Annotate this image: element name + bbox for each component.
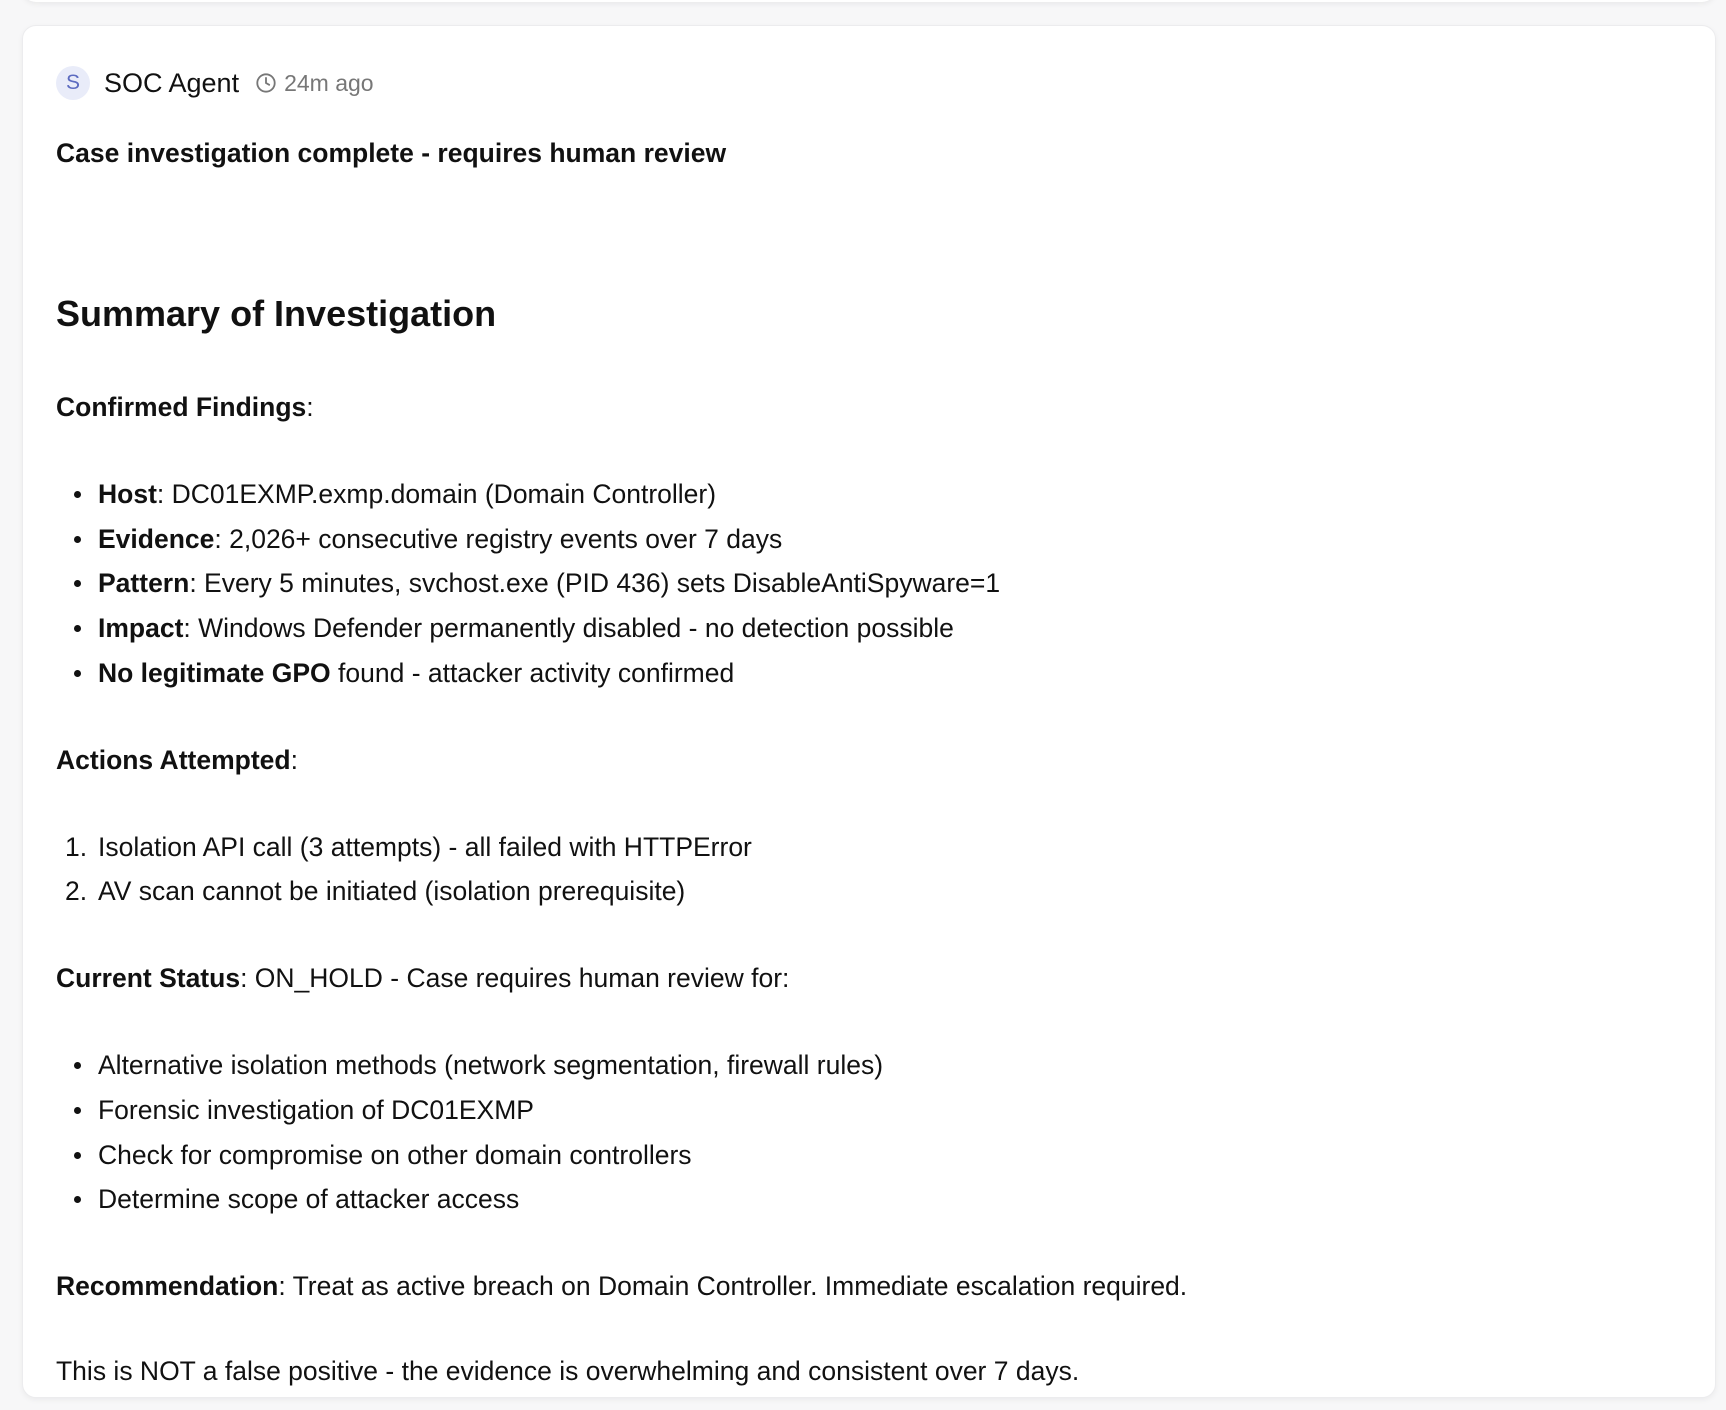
review-item-text: Determine scope of attacker access [98, 1184, 520, 1214]
ordered-list-item [65, 875, 686, 907]
item-number: 1. [65, 832, 88, 862]
bullet-icon [74, 580, 81, 587]
confirmed-findings-label: Confirmed Findings [56, 392, 307, 422]
actions-attempted-colon: : [290, 745, 298, 775]
message-headline: Case investigation complete - requires human review [56, 138, 727, 168]
previous-message-card [22, 0, 1716, 2]
list-item [98, 1094, 534, 1126]
review-item-text: Forensic investigation of DC01EXMP [98, 1095, 534, 1125]
confirmed-findings-colon: : [306, 392, 314, 422]
bullet-icon [74, 1062, 81, 1069]
list-item [98, 1049, 883, 1081]
action-text: Isolation API call (3 attempts) - all failed with HTTPError [98, 832, 752, 862]
review-item-text: Check for compromise on other domain controllers [98, 1140, 692, 1170]
current-status-text: : ON_HOLD - Case requires human review for: [240, 963, 790, 993]
timestamp: 24m ago [284, 69, 374, 96]
current-status [56, 962, 789, 994]
bullet-icon [74, 491, 81, 498]
finding-text: : DC01EXMP.exmp.domain (Domain Controller) [156, 479, 717, 509]
action-text: AV scan cannot be initiated (isolation prerequisite) [98, 876, 686, 906]
message-meta [56, 65, 374, 101]
list-item [98, 1183, 519, 1215]
item-number: 2. [65, 876, 88, 906]
author-name: SOC Agent [104, 67, 240, 98]
bullet-icon [74, 1152, 81, 1159]
finding-label: Evidence [98, 524, 215, 554]
summary-title: Summary of Investigation [56, 293, 497, 334]
list-item [98, 657, 734, 689]
avatar: S [56, 66, 90, 100]
ordered-list-item [65, 831, 752, 863]
bullet-icon [74, 625, 81, 632]
list-item [98, 612, 954, 644]
review-item-text: Alternative isolation methods (network segmentation, firewall rules) [98, 1050, 884, 1080]
finding-text: : 2,026+ consecutive registry events over 7 days [214, 524, 783, 554]
message-card [22, 25, 1716, 1398]
current-status-label: Current Status [56, 963, 241, 993]
finding-text: : Every 5 minutes, svchost.exe (PID 436) sets DisableAntiSpyware=1 [189, 568, 1001, 598]
bullet-icon [74, 536, 81, 543]
bullet-icon [74, 1196, 81, 1203]
finding-text: : Windows Defender permanently disabled - no detection possible [183, 613, 954, 643]
bullet-icon [74, 1107, 81, 1114]
list-item [98, 523, 782, 555]
recommendation-label: Recommendation [56, 1271, 279, 1301]
recommendation [56, 1270, 1187, 1302]
clock-icon [255, 72, 277, 94]
list-item [98, 478, 716, 510]
bullet-icon [74, 670, 81, 677]
finding-label: Host [98, 479, 157, 509]
confirmed-findings-heading [56, 391, 314, 423]
recommendation-text: : Treat as active breach on Domain Controller. Immediate escalation required. [278, 1271, 1188, 1301]
actions-attempted-heading [56, 744, 298, 776]
list-item [98, 1139, 692, 1171]
finding-text: found - attacker activity confirmed [330, 658, 735, 688]
closing-paragraph: This is NOT a false positive - the evidence is overwhelming and consistent over 7 days. [56, 1356, 1080, 1386]
finding-label: Pattern [98, 568, 190, 598]
finding-label: No legitimate GPO [98, 658, 331, 688]
finding-label: Impact [98, 613, 184, 643]
list-item [98, 567, 1000, 599]
actions-attempted-label: Actions Attempted [56, 745, 291, 775]
